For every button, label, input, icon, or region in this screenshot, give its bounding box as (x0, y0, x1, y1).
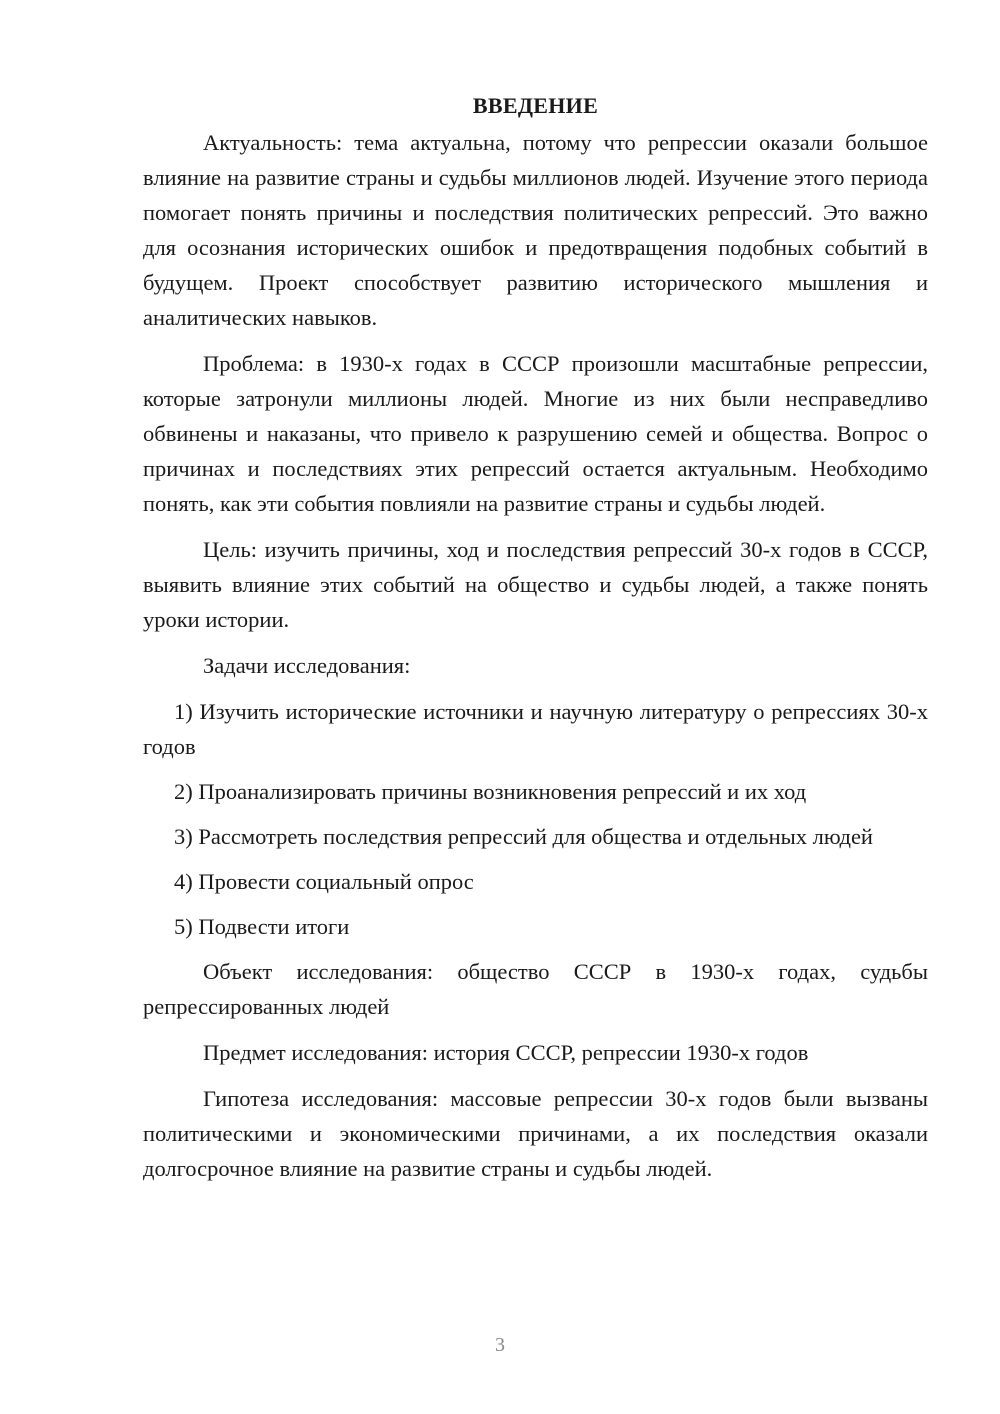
list-item: 2) Проанализировать причины возникновения репрессий и их ход (174, 779, 807, 804)
subject-paragraph: Предмет исследования: история СССР, репрессии 1930-х годов (203, 1040, 809, 1065)
tasks-list (143, 694, 928, 944)
page-number: 3 (495, 1334, 505, 1356)
document-page (143, 88, 928, 1197)
problem-paragraph: Проблема: в 1930-х годах в СССР произошли масштабные репрессии, которые затронули миллионы людей. Многие из них были несправедливо обвинены и наказаны, что привело к разрушению семей и общества. Вопрос о причинах и последствиях этих репрессий остается актуальным. Необходимо понять, как эти события повлияли на развитие страны и судьбы людей. (143, 351, 928, 516)
list-item: 1) Изучить исторические источники и научную литературу о репрессиях 30-х годов (143, 699, 928, 759)
list-item: 5) Подвести итоги (174, 914, 350, 939)
object-paragraph: Объект исследования: общество СССР в 1930-х годах, судьбы репрессированных людей (143, 959, 928, 1019)
goal-paragraph: Цель: изучить причины, ход и последствия репрессий 30-х годов в СССР, выявить влияние этих событий на общество и судьбы людей, а также понять уроки истории. (143, 537, 928, 632)
list-item: 4) Провести социальный опрос (174, 869, 474, 894)
tasks-heading: Задачи исследования: (203, 653, 411, 678)
list-item: 3) Рассмотреть последствия репрессий для общества и отдельных людей (174, 824, 873, 849)
page-title: ВВЕДЕНИЕ (472, 93, 599, 118)
relevance-paragraph: Актуальность: тема актуальна, потому что репрессии оказали большое влияние на развитие страны и судьбы миллионов людей. Изучение этого периода помогает понять причины и последствия политических репрессий. Это важно для осознания исторических ошибок и предотвращения подобных событий в будущем. Проект способствует развитию исторического мышления и аналитических навыков. (143, 130, 928, 330)
hypothesis-paragraph: Гипотеза исследования: массовые репрессии 30-х годов были вызваны политическими и экономическими причинами, а их последствия оказали долгосрочное влияние на развитие страны и судьбы людей. (143, 1086, 928, 1181)
